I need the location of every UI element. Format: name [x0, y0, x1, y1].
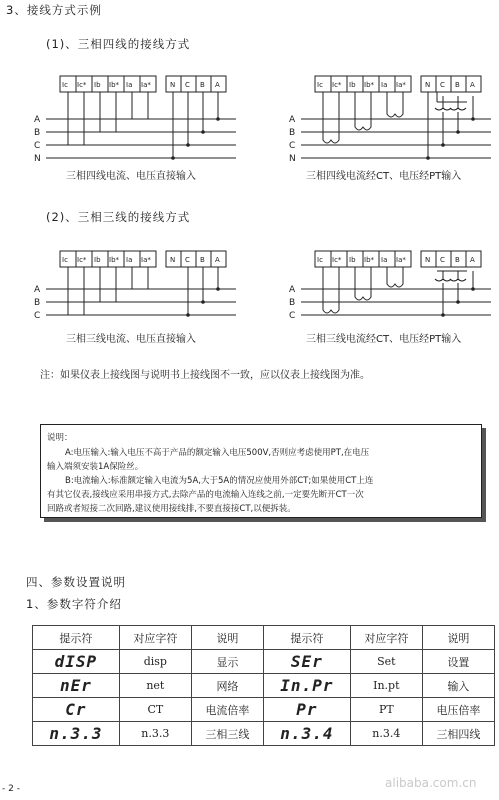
- desc-cell: 网络: [191, 674, 263, 698]
- term-n: N: [425, 81, 431, 89]
- term-b: B: [455, 81, 460, 89]
- header-cell: 提示符: [263, 626, 350, 650]
- box-line-b3: 回路或者短接二次回路,建议使用接线排,不要直接接CT,以便拆装。: [47, 504, 296, 514]
- line-label-c: C: [289, 141, 296, 151]
- line-label-n: N: [34, 154, 41, 164]
- line-label-c: C: [289, 311, 296, 321]
- diagram-3p3w-ct-pt: [285, 247, 495, 327]
- prompt-symbol: Pr: [263, 698, 350, 722]
- box-line-a1: A:电压输入:输入电压不高于产品的额定输入电压500V,否则应考虑使用PT,在电压: [65, 448, 370, 458]
- char-cell: disp: [119, 650, 191, 674]
- prompt-symbol: Cr: [33, 698, 120, 722]
- term-b: B: [200, 81, 205, 89]
- caption-1: 三相四线电流、电压直接输入: [66, 171, 196, 182]
- subsection-1-title: (1)、三相四线的接线方式: [46, 37, 191, 51]
- caption-2: 三相四线电流经CT、电压经PT输入: [306, 171, 462, 182]
- char-cell: In.pt: [350, 674, 422, 698]
- header-cell: 对应字符: [119, 626, 191, 650]
- term-ic: Ic: [62, 256, 68, 264]
- term-ia: Ia: [381, 81, 388, 89]
- term-a: A: [470, 256, 475, 264]
- caption-4: 三相三线电流经CT、电压经PT输入: [306, 334, 462, 345]
- table-header-row: [33, 626, 495, 650]
- term-c: C: [185, 81, 190, 89]
- header-cell: 说明: [191, 626, 263, 650]
- header-cell: 提示符: [33, 626, 120, 650]
- term-ib: Ib: [94, 81, 101, 89]
- term-ia-star: Ia*: [396, 256, 406, 264]
- watermark: alibaba.com.cn: [385, 776, 477, 790]
- term-ia: Ia: [126, 256, 133, 264]
- term-ic: Ic: [317, 256, 323, 264]
- line-label-n: N: [289, 154, 296, 164]
- term-ic-star: Ic*: [77, 81, 87, 89]
- subsection-4-1-title: 1、参数字符介绍: [26, 597, 122, 611]
- term-ia-star: Ia*: [396, 81, 406, 89]
- box-title: 说明：: [47, 433, 73, 443]
- term-b: B: [455, 256, 460, 264]
- prompt-symbol: SEr: [263, 650, 350, 674]
- term-n: N: [425, 256, 431, 264]
- term-ib-star: Ib*: [109, 81, 120, 89]
- term-ib-star: Ib*: [364, 81, 375, 89]
- box-line-a2: 输入端须安装1A保险丝。: [47, 462, 144, 472]
- caption-3: 三相三线电流、电压直接输入: [66, 334, 196, 345]
- term-ia: Ia: [381, 256, 388, 264]
- diagram-3p3w-direct: [30, 247, 240, 327]
- prompt-symbol: dISP: [33, 650, 120, 674]
- char-cell: n.3.3: [119, 722, 191, 746]
- char-cell: n.3.4: [350, 722, 422, 746]
- desc-cell: 设置: [422, 650, 494, 674]
- char-cell: PT: [350, 698, 422, 722]
- box-line-b1: B:电流输入:标准额定输入电流为5A,大于5A的情况应使用外部CT;如果使用CT上连: [65, 476, 374, 486]
- box-line-b2: 有其它仪表,接线应采用串接方式,去除产品的电流输入连线之前,一定要先断开CT一次: [47, 490, 364, 500]
- term-ib: Ib: [349, 256, 356, 264]
- table-row: [33, 674, 495, 698]
- prompt-symbol: In.Pr: [263, 674, 350, 698]
- term-c: C: [440, 256, 445, 264]
- desc-cell: 电压倍率: [422, 698, 494, 722]
- term-a: A: [215, 81, 220, 89]
- term-a: A: [215, 256, 220, 264]
- subsection-2-title: (2)、三相三线的接线方式: [46, 210, 191, 224]
- diagram-3p4w-direct: [30, 72, 240, 168]
- header-cell: 对应字符: [350, 626, 422, 650]
- line-label-a: A: [289, 115, 296, 125]
- term-ia: Ia: [126, 81, 133, 89]
- line-label-b: B: [289, 128, 296, 138]
- header-cell: 说明: [422, 626, 494, 650]
- prompt-symbol: nEr: [33, 674, 120, 698]
- section-title: 3、接线方式示例: [6, 3, 102, 17]
- line-label-b: B: [289, 298, 296, 308]
- desc-cell: 三相四线: [422, 722, 494, 746]
- table-row: [33, 698, 495, 722]
- explanation-box: [40, 424, 482, 518]
- prompt-symbol: n.3.3: [33, 722, 120, 746]
- prompt-symbol: n.3.4: [263, 722, 350, 746]
- term-b: B: [200, 256, 205, 264]
- desc-cell: 输入: [422, 674, 494, 698]
- term-ic: Ic: [62, 81, 68, 89]
- char-cell: CT: [119, 698, 191, 722]
- page-number: - 2 -: [2, 784, 20, 794]
- section-4-title: 四、参数设置说明: [26, 575, 126, 589]
- term-ic-star: Ic*: [77, 256, 87, 264]
- term-ia-star: Ia*: [141, 256, 151, 264]
- table-row: [33, 650, 495, 674]
- diagram-3p4w-ct-pt: [285, 72, 495, 168]
- term-ib-star: Ib*: [364, 256, 375, 264]
- term-ic-star: Ic*: [332, 256, 342, 264]
- term-ib: Ib: [94, 256, 101, 264]
- term-ic-star: Ic*: [332, 81, 342, 89]
- term-ic: Ic: [317, 81, 323, 89]
- term-ib: Ib: [349, 81, 356, 89]
- table-row: [33, 722, 495, 746]
- term-a: A: [470, 81, 475, 89]
- char-cell: net: [119, 674, 191, 698]
- term-n: N: [170, 256, 176, 264]
- parameter-table: [32, 625, 495, 746]
- line-label-a: A: [289, 285, 296, 295]
- desc-cell: 显示: [191, 650, 263, 674]
- term-ia-star: Ia*: [141, 81, 151, 89]
- char-cell: Set: [350, 650, 422, 674]
- term-n: N: [170, 81, 176, 89]
- line-label-b: B: [34, 298, 41, 308]
- desc-cell: 电流倍率: [191, 698, 263, 722]
- line-label-c: C: [34, 141, 41, 151]
- desc-cell: 三相三线: [191, 722, 263, 746]
- line-label-b: B: [34, 128, 41, 138]
- term-c: C: [185, 256, 190, 264]
- line-label-a: A: [34, 285, 41, 295]
- term-ib-star: Ib*: [109, 256, 120, 264]
- note-text: 注：如果仪表上接线图与说明书上接线图不一致，应以仪表上接线图为准。: [40, 370, 370, 381]
- line-label-c: C: [34, 311, 41, 321]
- line-label-a: A: [34, 115, 41, 125]
- term-c: C: [440, 81, 445, 89]
